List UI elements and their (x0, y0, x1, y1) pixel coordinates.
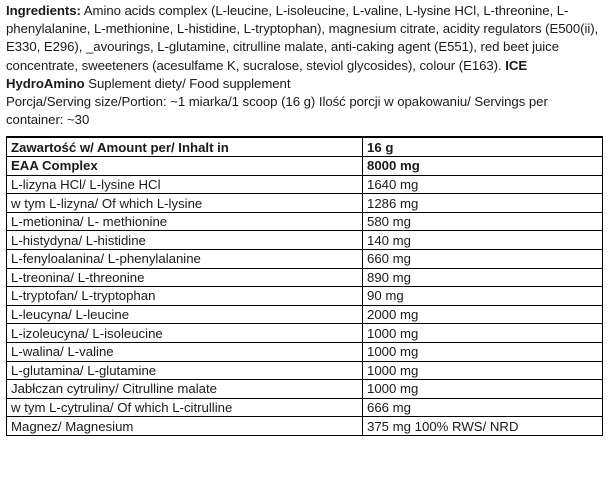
ingredients-paragraph (6, 2, 604, 129)
nutrient-name-cell: w tym L-cytrulina/ Of which L-citrulline (7, 398, 363, 417)
nutrient-name-cell: L-lizyna HCl/ L-lysine HCl (7, 175, 363, 194)
table-row (7, 212, 603, 231)
nutrient-name-cell: L-glutamina/ L-glutamine (7, 361, 363, 380)
ingredients-heading: Ingredients: (6, 3, 81, 18)
table-row (7, 287, 603, 306)
product-type: Suplement diety/ Food supplement (84, 75, 291, 91)
table-row (7, 398, 603, 417)
nutrient-name-cell: w tym L-lizyna/ Of which L-lysine (7, 194, 363, 213)
nutrient-amount-cell: 90 mg (363, 287, 603, 306)
table-row (7, 157, 603, 176)
table-row (7, 342, 603, 361)
table-header-row (7, 137, 603, 156)
table-row (7, 249, 603, 268)
serving-info: Porcja/Serving size/Portion: ~1 miarka/1 scoop (16 g) Ilość porcji w opakowaniu/ Servings per container: ~30 (6, 94, 548, 128)
nutrient-name-cell: L-metionina/ L- methionine (7, 212, 363, 231)
nutrient-amount-cell: 1286 mg (363, 194, 603, 213)
nutrient-amount-cell: 660 mg (363, 249, 603, 268)
nutrient-amount-cell: 1000 mg (363, 361, 603, 380)
nutrient-amount-cell: 2000 mg (363, 305, 603, 324)
nutrient-name-cell: L-treonina/ L-threonine (7, 268, 363, 287)
table-row (7, 268, 603, 287)
product-name: ICE HydroAmino (6, 57, 528, 91)
table-row (7, 194, 603, 213)
table-row (7, 231, 603, 250)
header-value-cell: 16 g (363, 137, 603, 156)
table-row (7, 305, 603, 324)
nutrient-amount-cell: 1000 mg (363, 324, 603, 343)
nutrient-amount-cell: 140 mg (363, 231, 603, 250)
nutrient-name-cell: EAA Complex (7, 157, 363, 176)
nutrient-amount-cell: 1000 mg (363, 380, 603, 399)
nutrient-amount-cell: 580 mg (363, 212, 603, 231)
table-row (7, 380, 603, 399)
table-row (7, 175, 603, 194)
nutrient-name-cell: L-tryptofan/ L-tryptophan (7, 287, 363, 306)
nutrition-table-body (7, 137, 603, 435)
nutrient-amount-cell: 8000 mg (363, 157, 603, 176)
table-row (7, 417, 603, 436)
nutrient-name-cell: Jabłczan cytruliny/ Citrulline malate (7, 380, 363, 399)
nutrient-name-cell: L-histydyna/ L-histidine (7, 231, 363, 250)
nutrient-name-cell: L-fenyloalanina/ L-phenylalanine (7, 249, 363, 268)
nutrient-amount-cell: 666 mg (363, 398, 603, 417)
table-row (7, 361, 603, 380)
table-row (7, 324, 603, 343)
nutrient-name-cell: Magnez/ Magnesium (7, 417, 363, 436)
nutrient-amount-cell: 890 mg (363, 268, 603, 287)
nutrient-amount-cell: 1640 mg (363, 175, 603, 194)
header-label-cell: Zawartość w/ Amount per/ Inhalt in (7, 137, 363, 156)
nutrient-name-cell: L-walina/ L-valine (7, 342, 363, 361)
nutrient-amount-cell: 375 mg 100% RWS/ NRD (363, 417, 603, 436)
ingredients-text: Amino acids complex (L-leucine, L-isoleucine, L-valine, L-lysine HCl, L-threonine, L-phenylalanine, L-methionine, L-histidine, L-tryptophan), magnesium citrate, acidity regulators (E500(ii), E330, E296), _avourings, L-glutamine, citrulline malate, anti-caking agent (E551), red beet juice concentrate, sweeteners (acesulfame K, sucralose, steviol glycosides), colour (E163). (6, 3, 599, 73)
nutrition-table (6, 136, 603, 436)
nutrient-name-cell: L-izoleucyna/ L-isoleucine (7, 324, 363, 343)
nutrient-name-cell: L-leucyna/ L-leucine (7, 305, 363, 324)
nutrient-amount-cell: 1000 mg (363, 342, 603, 361)
